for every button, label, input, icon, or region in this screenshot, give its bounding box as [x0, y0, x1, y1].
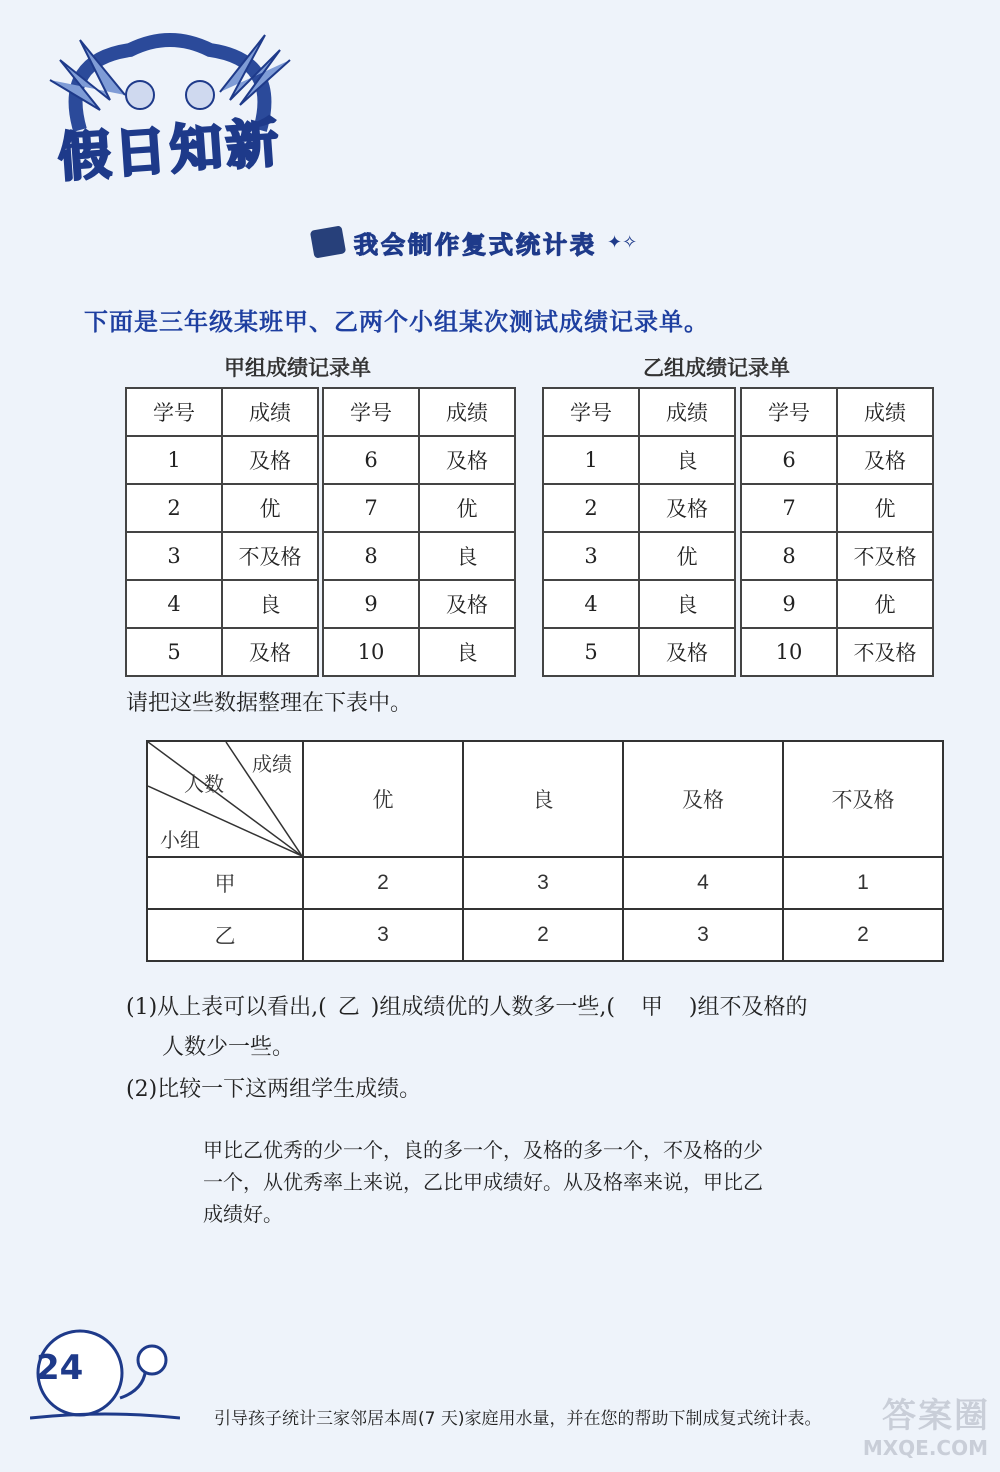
header-score: 成绩 — [419, 388, 515, 436]
score-cell: 及格 — [222, 436, 318, 484]
score-cell: 优 — [222, 484, 318, 532]
id-cell: 8 — [323, 532, 419, 580]
table-row — [741, 436, 933, 484]
question-2: (2)比较一下这两组学生成绩。 — [126, 1077, 422, 1102]
table-row — [147, 909, 943, 961]
column-header: 不及格 — [783, 741, 943, 857]
score-cell: 优 — [837, 484, 933, 532]
logo-text: 假日知新 — [56, 113, 285, 189]
watermark: 答案圈 — [882, 1396, 990, 1436]
row-label: 乙 — [147, 909, 303, 961]
table-row — [323, 484, 515, 532]
header-id: 学号 — [126, 388, 222, 436]
id-cell: 7 — [323, 484, 419, 532]
group-a-table-left — [125, 387, 319, 677]
score-cell: 及格 — [837, 436, 933, 484]
value-cell: 4 — [623, 857, 783, 909]
table-row — [126, 580, 318, 628]
table-row — [126, 484, 318, 532]
id-cell: 4 — [126, 580, 222, 628]
header-id: 学号 — [323, 388, 419, 436]
table-row — [323, 532, 515, 580]
value-cell: 3 — [303, 909, 463, 961]
row-label: 甲 — [147, 857, 303, 909]
value-cell: 2 — [303, 857, 463, 909]
id-cell: 8 — [741, 532, 837, 580]
id-cell: 9 — [741, 580, 837, 628]
table-row — [323, 436, 515, 484]
id-cell: 1 — [543, 436, 639, 484]
value-cell: 3 — [463, 857, 623, 909]
section-title — [312, 222, 637, 262]
table-row — [543, 484, 735, 532]
table-row — [741, 532, 933, 580]
score-cell: 不及格 — [837, 532, 933, 580]
table-row — [543, 532, 735, 580]
score-cell: 及格 — [419, 580, 515, 628]
sparkle-icon: ✦✧ — [607, 231, 638, 253]
value-cell: 1 — [783, 857, 943, 909]
corner-cell — [147, 741, 303, 857]
score-cell: 及格 — [419, 436, 515, 484]
id-cell: 6 — [741, 436, 837, 484]
column-header: 及格 — [623, 741, 783, 857]
table-row — [126, 436, 318, 484]
group-b-table-left — [542, 387, 736, 677]
id-cell: 4 — [543, 580, 639, 628]
value-cell: 2 — [783, 909, 943, 961]
page-number: 24 — [36, 1348, 84, 1388]
q1-part-b: )组成绩优的人数多一些,( — [370, 995, 615, 1020]
group-b-caption: 乙组成绩记录单 — [643, 356, 790, 380]
table-row — [126, 628, 318, 676]
header-id: 学号 — [543, 388, 639, 436]
column-header: 良 — [463, 741, 623, 857]
score-cell: 不及格 — [837, 628, 933, 676]
header-score: 成绩 — [639, 388, 735, 436]
table-row — [323, 628, 515, 676]
intro-text: 下面是三年级某班甲、乙两个小组某次测试成绩记录单。 — [84, 308, 709, 336]
score-cell: 优 — [639, 532, 735, 580]
table-row — [147, 857, 943, 909]
id-cell: 10 — [741, 628, 837, 676]
value-cell: 3 — [623, 909, 783, 961]
section-title-text: 我会制作复式统计表 — [354, 230, 597, 259]
book-icon — [310, 225, 346, 258]
table-row — [741, 628, 933, 676]
id-cell: 3 — [126, 532, 222, 580]
id-cell: 1 — [126, 436, 222, 484]
id-cell: 5 — [126, 628, 222, 676]
table-row — [543, 436, 735, 484]
table-row — [126, 532, 318, 580]
logo — [40, 20, 300, 190]
score-cell: 良 — [419, 532, 515, 580]
header-id: 学号 — [741, 388, 837, 436]
id-cell: 6 — [323, 436, 419, 484]
question-1-cont: 人数少一些。 — [162, 1035, 295, 1060]
score-cell: 及格 — [639, 484, 735, 532]
score-cell: 良 — [639, 436, 735, 484]
corner-bottom: 小组 — [160, 828, 200, 852]
table-row — [323, 580, 515, 628]
score-cell: 优 — [837, 580, 933, 628]
id-cell: 5 — [543, 628, 639, 676]
header-score: 成绩 — [837, 388, 933, 436]
group-a-caption: 甲组成绩记录单 — [224, 356, 371, 380]
q1-part-c: )组不及格的 — [688, 995, 808, 1020]
score-cell: 不及格 — [222, 532, 318, 580]
corner-top: 成绩 — [252, 752, 292, 776]
score-cell: 优 — [419, 484, 515, 532]
id-cell: 7 — [741, 484, 837, 532]
header-score: 成绩 — [222, 388, 318, 436]
corner-middle: 人数 — [184, 772, 224, 796]
id-cell: 2 — [126, 484, 222, 532]
id-cell: 9 — [323, 580, 419, 628]
table-row — [741, 580, 933, 628]
watermark-url: MXQE.COM — [862, 1436, 988, 1460]
score-cell: 良 — [639, 580, 735, 628]
q1-answer-1: 乙 — [337, 995, 360, 1020]
summary-table — [146, 740, 944, 962]
answer-text: 甲比乙优秀的少一个，良的多一个，及格的多一个，不及格的少一个，从优秀率上来说，乙比甲成绩好。从及格率来说，甲比乙成绩好。 — [203, 1138, 763, 1226]
q1-answer-2: 甲 — [640, 995, 663, 1020]
group-b-table-right — [740, 387, 934, 677]
id-cell: 3 — [543, 532, 639, 580]
q1-part-a: (1)从上表可以看出,( — [126, 995, 327, 1020]
id-cell: 2 — [543, 484, 639, 532]
table-row — [543, 628, 735, 676]
footer-note: 引导孩子统计三家邻居本周(7 天)家庭用水量，并在您的帮助下制成复式统计表。 — [214, 1409, 822, 1429]
value-cell: 2 — [463, 909, 623, 961]
score-cell: 及格 — [222, 628, 318, 676]
column-header: 优 — [303, 741, 463, 857]
table-row — [741, 484, 933, 532]
id-cell: 10 — [323, 628, 419, 676]
table-row — [543, 580, 735, 628]
score-cell: 及格 — [639, 628, 735, 676]
group-a-table-right — [322, 387, 516, 677]
question-1 — [126, 990, 808, 1021]
prompt-text: 请把这些数据整理在下表中。 — [126, 691, 413, 716]
score-cell: 良 — [222, 580, 318, 628]
score-cell: 良 — [419, 628, 515, 676]
